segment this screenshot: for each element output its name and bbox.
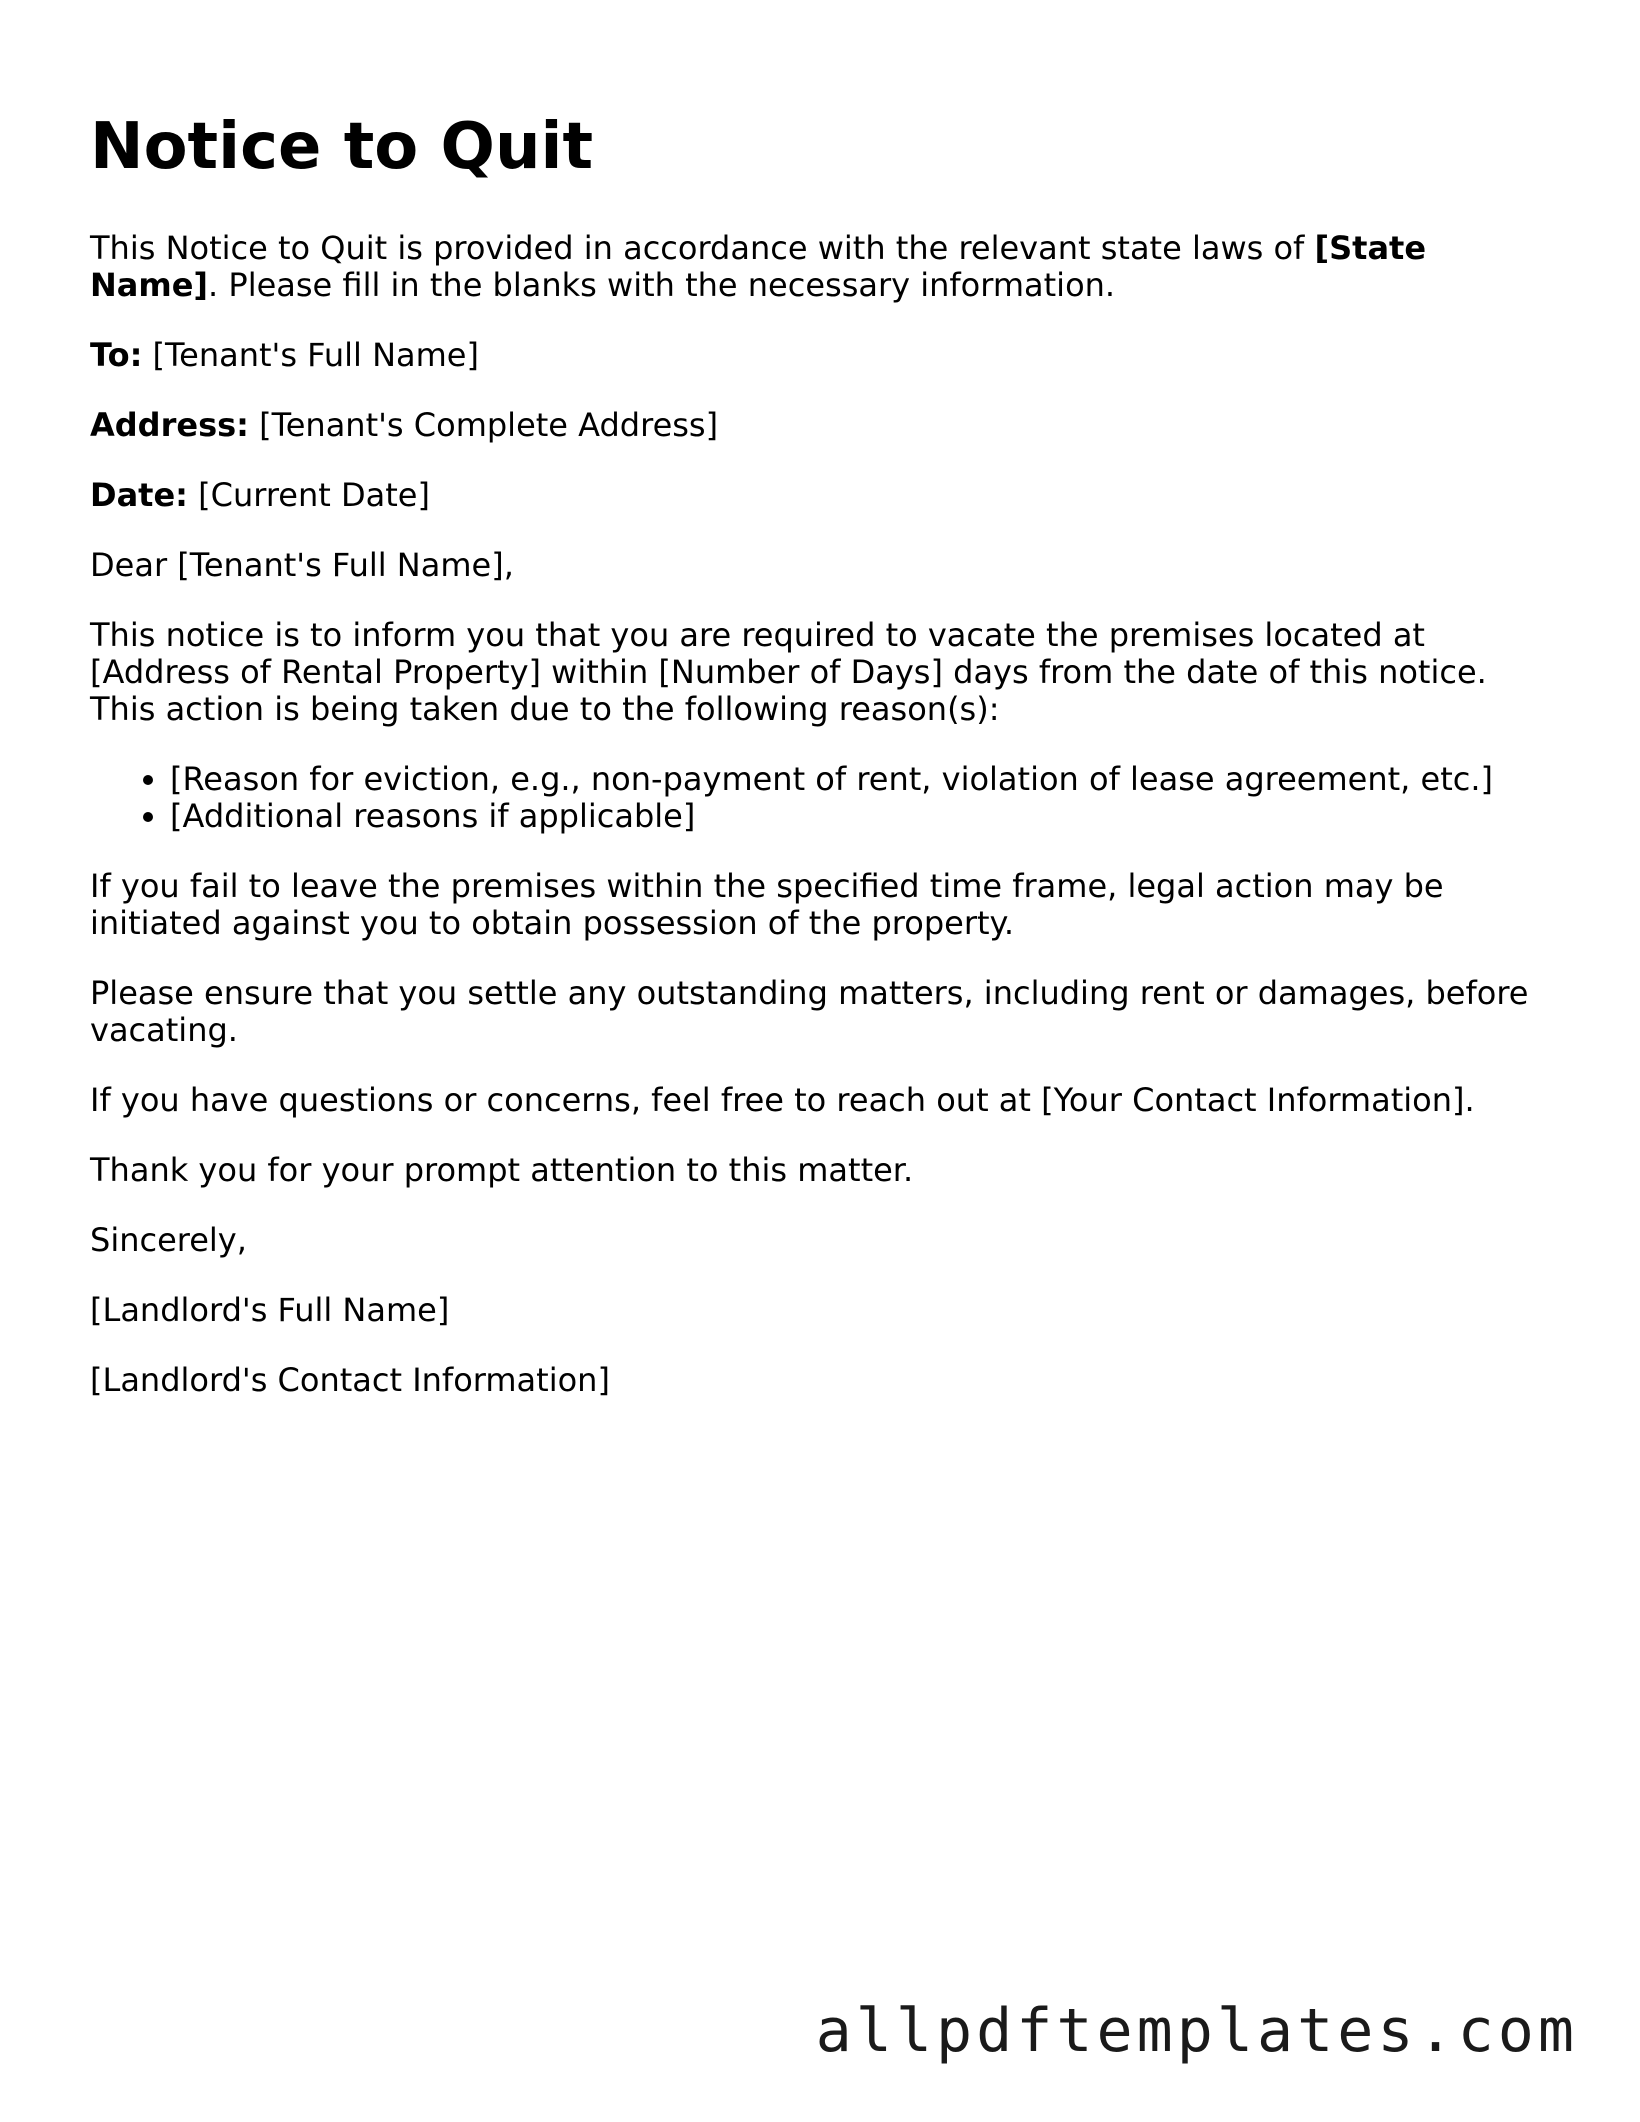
intro-paragraph (90, 230, 1550, 304)
settle-paragraph: Please ensure that you settle any outstanding matters, including rent or damages, before vacating. (90, 974, 1529, 1050)
to-field (90, 337, 1550, 374)
notice-paragraph: This notice is to inform you that you are required to vacate the premises located at [Address of Rental Property] within [Number of Days] days from the date of this notice. This action is being taken due to the following reason(s): (90, 616, 1487, 729)
address-field (90, 407, 1550, 444)
legal-action-paragraph: If you fail to leave the premises within the specified time frame, legal action may be initiated against you to obtain possession of the property. (90, 867, 1444, 943)
address-value: [Tenant's Complete Address] (248, 406, 719, 445)
date-value: [Current Date] (187, 476, 430, 515)
intro-text-before: This Notice to Quit is provided in accordance with the relevant state laws of (90, 229, 1315, 268)
to-value: [Tenant's Full Name] (142, 336, 479, 375)
state-name-placeholder: [State Name] (90, 229, 1427, 305)
contact-paragraph: If you have questions or concerns, feel free to reach out at [Your Contact Information]. (90, 1081, 1475, 1120)
landlord-name: [Landlord's Full Name] (90, 1291, 450, 1330)
date-field (90, 477, 1550, 514)
intro-text-after: . Please fill in the blanks with the necessary information. (208, 266, 1116, 305)
closing: Sincerely, (90, 1221, 247, 1260)
address-label: Address: (90, 406, 249, 445)
landlord-contact: [Landlord's Contact Information] (90, 1361, 610, 1400)
page-title: Notice to Quit (90, 110, 594, 184)
watermark: allpdftemplates.com (815, 1996, 1578, 2066)
list-item: • [Additional reasons if applicable] (170, 798, 1550, 835)
reasons-list (90, 761, 1550, 835)
document-page (90, 112, 1550, 1432)
thanks-paragraph: Thank you for your prompt attention to this matter. (90, 1151, 914, 1190)
list-item: • [Reason for eviction, e.g., non-payment of rent, violation of lease agreement, etc.] (170, 761, 1550, 798)
date-label: Date: (90, 476, 188, 515)
to-label: To: (90, 336, 143, 375)
salutation: Dear [Tenant's Full Name], (90, 546, 514, 585)
